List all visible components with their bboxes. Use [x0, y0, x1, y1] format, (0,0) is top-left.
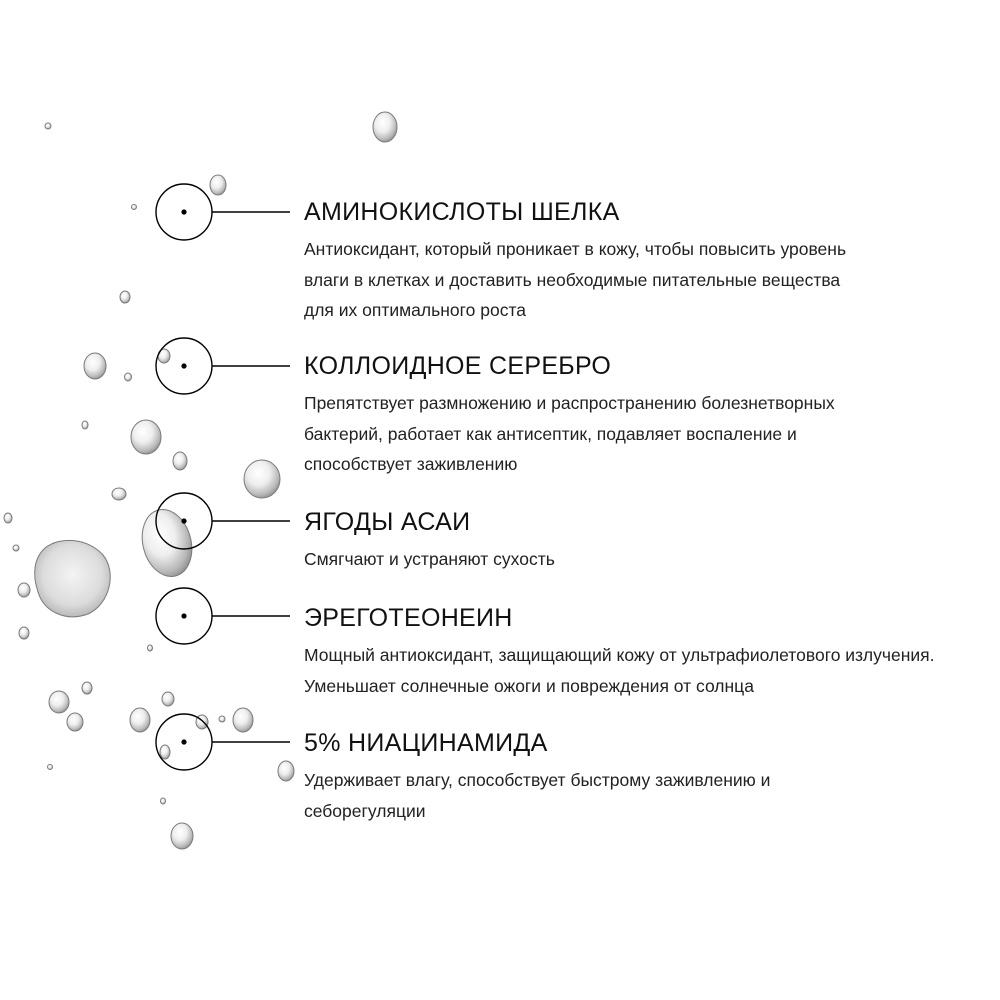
ingredient-title: 5% НИАЦИНАМИДА — [304, 729, 548, 757]
water-drop — [131, 420, 161, 454]
ingredient-marker-1 — [0, 182, 310, 242]
dot — [181, 518, 186, 523]
water-drop — [49, 691, 69, 713]
ingredient-description: Препятствует размножению и распространению болезнетворных бактерий, работает как антисептик, подавляет воспаление и способствует заживлению — [304, 393, 835, 474]
water-drop — [171, 823, 193, 849]
ingredient-description: Мощный антиоксидант, защищающий кожу от ультрафиолетового излучения. Уменьшает солнечные ожоги и повреждения от солнца — [304, 645, 935, 696]
water-drop — [82, 421, 88, 429]
water-drop — [161, 798, 166, 804]
ingredient-marker-4 — [0, 586, 310, 646]
water-drop — [373, 112, 397, 142]
water-drop — [45, 123, 51, 129]
ingredient-niacinamide — [304, 728, 984, 826]
ingredient-description: Удерживает влагу, способствует быстрому заживлению и себорегуляции — [304, 770, 771, 821]
ingredient-title: АМИНОКИСЛОТЫ ШЕЛКА — [304, 198, 620, 226]
ingredient-title: ЯГОДЫ АСАИ — [304, 508, 471, 536]
dot — [181, 613, 186, 618]
ingredient-silk-amino-acids — [304, 197, 984, 326]
water-drop — [120, 291, 130, 303]
dot — [181, 209, 186, 214]
ingredient-description: Антиоксидант, который проникает в кожу, чтобы повысить уровень влаги в клетках и доставить необходимые питательные вещества для их оптимального роста — [304, 239, 847, 320]
dot — [181, 739, 186, 744]
ingredient-marker-5 — [0, 712, 310, 772]
ingredient-ergothioneine — [304, 603, 984, 701]
ingredient-colloidal-silver — [304, 351, 984, 480]
water-drop — [173, 452, 187, 470]
ingredient-marker-2 — [0, 336, 310, 396]
water-drop — [82, 682, 92, 694]
ingredient-description: Смягчают и устраняют сухость — [304, 549, 555, 569]
ingredient-acai-berries — [304, 507, 984, 575]
ingredient-title: ЭРЕГОТЕОНЕИН — [304, 604, 513, 632]
ingredient-marker-3 — [0, 491, 310, 551]
water-drop — [162, 692, 174, 706]
ingredient-title: КОЛЛОИДНОЕ СЕРЕБРО — [304, 352, 612, 380]
dot — [181, 363, 186, 368]
